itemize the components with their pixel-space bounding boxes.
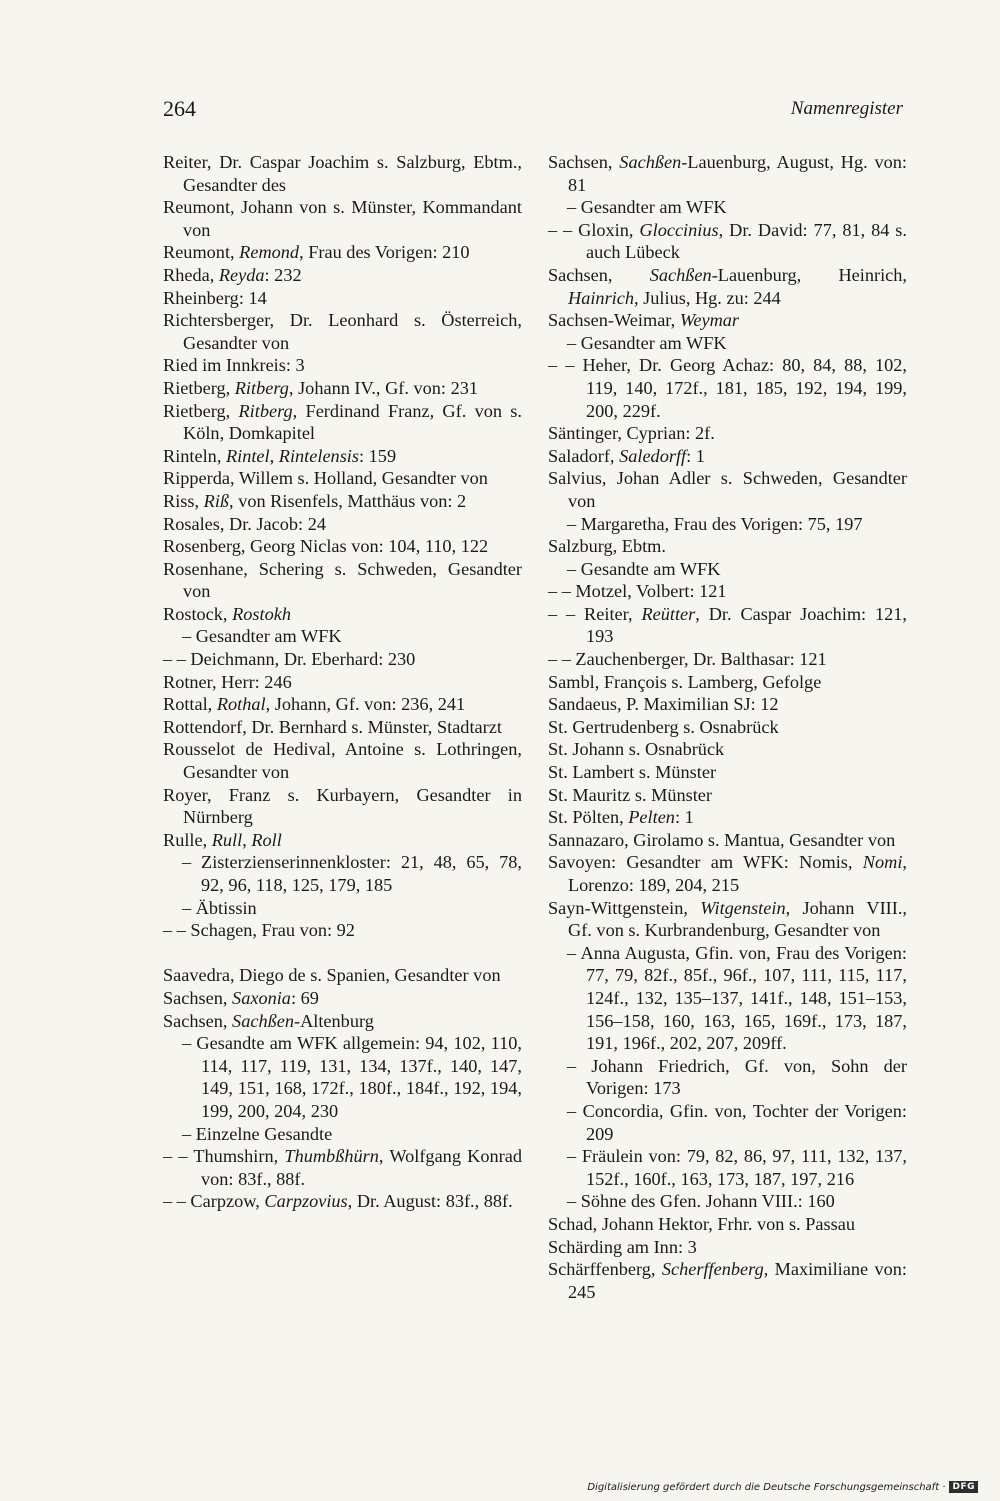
index-subentry: – Gesandter am WFK bbox=[567, 332, 727, 353]
index-subentry: – – Deichmann, Dr. Eberhard: 230 bbox=[163, 649, 416, 670]
index-column-left bbox=[163, 151, 522, 1213]
index-entry: Sachsen-Weimar, Weymar bbox=[548, 310, 740, 331]
index-entry: Sachsen, Sachßen-Altenburg bbox=[163, 1010, 374, 1031]
index-entry: Säntinger, Cyprian: 2f. bbox=[548, 423, 715, 444]
index-entry: Sachsen, Saxonia: 69 bbox=[163, 987, 319, 1008]
index-entry: Reumont, Johann von s. Münster, Kommandant von bbox=[163, 197, 522, 240]
index-entry: Rinteln, Rintel, Rintelensis: 159 bbox=[163, 445, 397, 466]
index-entry: Rousselot de Hedival, Antoine s. Lothringen, Gesandter von bbox=[163, 739, 522, 783]
index-entry: Salvius, Johan Adler s. Schweden, Gesandter von bbox=[548, 468, 907, 511]
index-entry: Sachsen, Sachßen-Lauenburg, Heinrich, Hainrich, Julius, Hg. zu: 244 bbox=[548, 264, 907, 308]
index-entry: Rottal, Rothal, Johann, Gf. von: 236, 241 bbox=[163, 694, 466, 715]
index-entry: Rosales, Dr. Jacob: 24 bbox=[163, 513, 326, 534]
dfg-logo: DFG bbox=[949, 1481, 978, 1493]
index-subentry: – Gesandte am WFK allgemein: 94, 102, 110, 114, 117, 119, 131, 134, 137f., 140, 147, 149, 151, 168, 172f., 180f., 184f., 192, 194, 199, 200, 204, 230 bbox=[182, 1033, 522, 1121]
index-entry: Rheinberg: 14 bbox=[163, 287, 267, 308]
page-number: 264 bbox=[163, 96, 196, 121]
running-title: Namenregister bbox=[790, 98, 903, 119]
index-entry: Richtersberger, Dr. Leonhard s. Österreich, Gesandter von bbox=[163, 310, 522, 353]
index-subentry: – Johann Friedrich, Gf. von, Sohn der Vorigen: 173 bbox=[567, 1055, 907, 1099]
index-subentry: – – Carpzow, Carpzovius, Dr. August: 83f., 88f. bbox=[163, 1191, 513, 1212]
index-entry: Rostock, Rostokh bbox=[163, 603, 291, 624]
index-subentry: – Gesandter am WFK bbox=[182, 626, 342, 647]
index-entry: Reumont, Remond, Frau des Vorigen: 210 bbox=[163, 242, 470, 263]
page-header bbox=[163, 96, 903, 126]
index-entry: Reiter, Dr. Caspar Joachim s. Salzburg, Ebtm., Gesandter des bbox=[163, 152, 522, 195]
index-subentry: – – Motzel, Volbert: 121 bbox=[548, 581, 727, 602]
index-entry: Rulle, Rull, Roll bbox=[163, 829, 282, 850]
index-entry: St. Mauritz s. Münster bbox=[548, 784, 713, 805]
index-entry: Ried im Innkreis: 3 bbox=[163, 355, 305, 376]
index-entry: Rietberg, Ritberg, Ferdinand Franz, Gf. von s. Köln, Domkapitel bbox=[163, 400, 522, 444]
index-entry: Rosenberg, Georg Niclas von: 104, 110, 122 bbox=[163, 536, 489, 557]
index-entry: Sachsen, Sachßen-Lauenburg, August, Hg. von: 81 bbox=[548, 152, 907, 195]
index-subentry: – – Thumshirn, Thumbßhürn, Wolfgang Konrad von: 83f., 88f. bbox=[163, 1146, 523, 1189]
entry-gap bbox=[163, 942, 522, 965]
index-entry: St. Lambert s. Münster bbox=[548, 762, 717, 783]
index-entry: Rosenhane, Schering s. Schweden, Gesandter von bbox=[163, 558, 522, 602]
index-entry: Ripperda, Willem s. Holland, Gesandter von bbox=[163, 468, 488, 489]
index-entry: Rietberg, Ritberg, Johann IV., Gf. von: 231 bbox=[163, 377, 478, 398]
index-entry: Savoyen: Gesandter am WFK: Nomis, Nomi, Lorenzo: 189, 204, 215 bbox=[548, 852, 907, 895]
index-subentry: – Gesandte am WFK bbox=[567, 558, 721, 579]
index-subentry: – Anna Augusta, Gfin. von, Frau des Vorigen: 77, 79, 82f., 85f., 96f., 107, 111, 115, 117, 124f., 132, 135–137, 141f., 148, 151–153, 156–158, 160, 163, 165, 169f., 173, 187, 191, 196f., 202, 207, 209ff. bbox=[567, 942, 907, 1054]
footer-text: Digitalisierung gefördert durch die Deutsche Forschungsgemeinschaft · bbox=[587, 1481, 946, 1493]
index-entry: Sandaeus, P. Maximilian SJ: 12 bbox=[548, 694, 779, 715]
index-subentry: – Äbtissin bbox=[182, 897, 257, 918]
index-entry: Saavedra, Diego de s. Spanien, Gesandter von bbox=[163, 965, 501, 986]
index-entry: Rheda, Reyda: 232 bbox=[163, 264, 302, 285]
index-column-right bbox=[548, 151, 907, 1303]
index-entry: Royer, Franz s. Kurbayern, Gesandter in Nürnberg bbox=[163, 784, 522, 828]
index-subentry: – – Heher, Dr. Georg Achaz: 80, 84, 88, 102, 119, 140, 172f., 181, 185, 192, 194, 199, 200, 229f. bbox=[548, 355, 907, 421]
index-entry: Schad, Johann Hektor, Frhr. von s. Passau bbox=[548, 1213, 855, 1234]
index-subentry: – Fräulein von: 79, 82, 86, 97, 111, 132, 137, 152f., 160f., 163, 173, 187, 197, 216 bbox=[567, 1146, 907, 1189]
footer bbox=[587, 1481, 978, 1493]
index-subentry: – Zisterzienserinnenkloster: 21, 48, 65, 78, 92, 96, 118, 125, 179, 185 bbox=[182, 852, 522, 895]
index-subentry: – Margaretha, Frau des Vorigen: 75, 197 bbox=[567, 513, 863, 534]
index-entry: St. Gertrudenberg s. Osnabrück bbox=[548, 716, 779, 737]
index-entry: Schärding am Inn: 3 bbox=[548, 1236, 697, 1257]
index-entry: Rotner, Herr: 246 bbox=[163, 671, 292, 692]
index-entry: Salzburg, Ebtm. bbox=[548, 536, 666, 557]
index-entry: Sannazaro, Girolamo s. Mantua, Gesandter von bbox=[548, 829, 896, 850]
index-entry: Riss, Riß, von Risenfels, Matthäus von: 2 bbox=[163, 490, 467, 511]
index-subentry: – Einzelne Gesandte bbox=[182, 1123, 333, 1144]
index-subentry: – Söhne des Gfen. Johann VIII.: 160 bbox=[567, 1191, 835, 1212]
index-entry: Sayn-Wittgenstein, Witgenstein, Johann VIII., Gf. von s. Kurbrandenburg, Gesandter von bbox=[548, 897, 907, 941]
index-subentry: – – Zauchenberger, Dr. Balthasar: 121 bbox=[548, 649, 827, 670]
index-subentry: – – Gloxin, Gloccinius, Dr. David: 77, 81, 84 s. auch Lübeck bbox=[548, 219, 907, 263]
index-entry: Sambl, François s. Lamberg, Gefolge bbox=[548, 671, 822, 692]
index-entry: Rottendorf, Dr. Bernhard s. Münster, Stadtarzt bbox=[163, 716, 502, 737]
index-subentry: – – Schagen, Frau von: 92 bbox=[163, 920, 355, 941]
index-subentry: – Gesandter am WFK bbox=[567, 197, 727, 218]
index-entry: Schärffenberg, Scherffenberg, Maximiliane von: 245 bbox=[548, 1259, 907, 1302]
index-entry: St. Johann s. Osnabrück bbox=[548, 739, 725, 760]
index-entry: Saladorf, Saledorff: 1 bbox=[548, 445, 705, 466]
index-subentry: – – Reiter, Reütter, Dr. Caspar Joachim: 121, 193 bbox=[548, 603, 907, 647]
index-subentry: – Concordia, Gfin. von, Tochter der Vorigen: 209 bbox=[567, 1100, 907, 1144]
index-entry: St. Pölten, Pelten: 1 bbox=[548, 807, 694, 828]
